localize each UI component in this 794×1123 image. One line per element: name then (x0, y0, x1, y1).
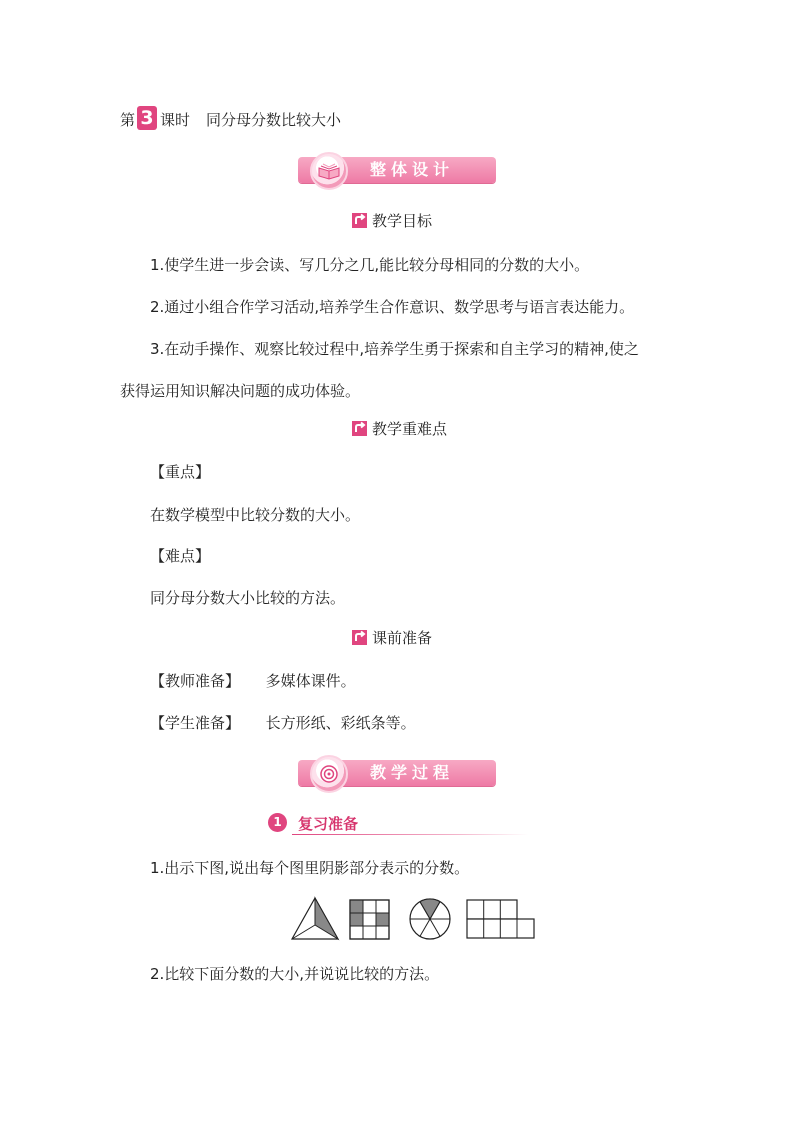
book-icon (310, 152, 348, 190)
goal-item-2: 2.通过小组合作学习活动,培养学生合作意识、数学思考与语言表达能力。 (150, 298, 635, 316)
keypoints-heading (352, 418, 447, 438)
preparation-heading-text: 课前准备 (372, 628, 433, 647)
teacher-prep-label: 【教师准备】 (150, 672, 241, 690)
circle-figure (410, 899, 450, 939)
fraction-figures (290, 896, 538, 942)
section-review-header (268, 812, 530, 836)
student-prep-label: 【学生准备】 (150, 714, 241, 732)
difficulty-text: 同分母分数大小比较的方法。 (150, 589, 346, 607)
section-underline (292, 834, 528, 835)
banner-process-text: 教学过程 (370, 763, 455, 782)
section-arrow-icon (352, 630, 367, 645)
goal-item-3: 3.在动手操作、观察比较过程中,培养学生勇于探索和自主学习的精神,使之 (150, 340, 639, 358)
lesson-title (120, 104, 341, 130)
student-prep (150, 713, 416, 733)
focus-text: 在数学模型中比较分数的大小。 (150, 506, 361, 524)
lesson-suffix: 课时 (160, 111, 191, 129)
lesson-topic: 同分母分数比较大小 (206, 111, 342, 129)
grid-figure (350, 900, 389, 939)
goals-heading-text: 教学目标 (372, 211, 433, 230)
keypoints-heading-text: 教学重难点 (372, 419, 448, 438)
target-icon (310, 755, 348, 793)
goals-heading (352, 210, 432, 230)
banner-design-text: 整体设计 (370, 160, 455, 179)
section-title: 复习准备 (298, 815, 359, 833)
preparation-heading (352, 627, 432, 647)
section-arrow-icon (352, 213, 367, 228)
goal-item-1: 1.使学生进一步会读、写几分之几,能比较分母相同的分数的大小。 (150, 256, 590, 274)
teacher-prep (150, 671, 356, 691)
focus-label: 【重点】 (150, 463, 211, 481)
banner-teaching-process (298, 760, 496, 786)
review-step-2: 2.比较下面分数的大小,并说说比较的方法。 (150, 965, 440, 983)
student-prep-text: 长方形纸、彩纸条等。 (265, 714, 416, 732)
banner-overall-design (298, 157, 496, 183)
lesson-number-badge: 3 (137, 106, 157, 130)
review-step-1: 1.出示下图,说出每个图里阴影部分表示的分数。 (150, 859, 470, 877)
section-arrow-icon (352, 421, 367, 436)
goal-item-3-cont: 获得运用知识解决问题的成功体验。 (120, 382, 361, 400)
section-number-badge: 1 (268, 813, 287, 832)
lesson-prefix: 第 (120, 111, 136, 129)
triangle-figure (292, 898, 338, 939)
teacher-prep-text: 多媒体课件。 (265, 672, 356, 690)
difficulty-label: 【难点】 (150, 547, 211, 565)
rectangle-figure (467, 900, 534, 938)
